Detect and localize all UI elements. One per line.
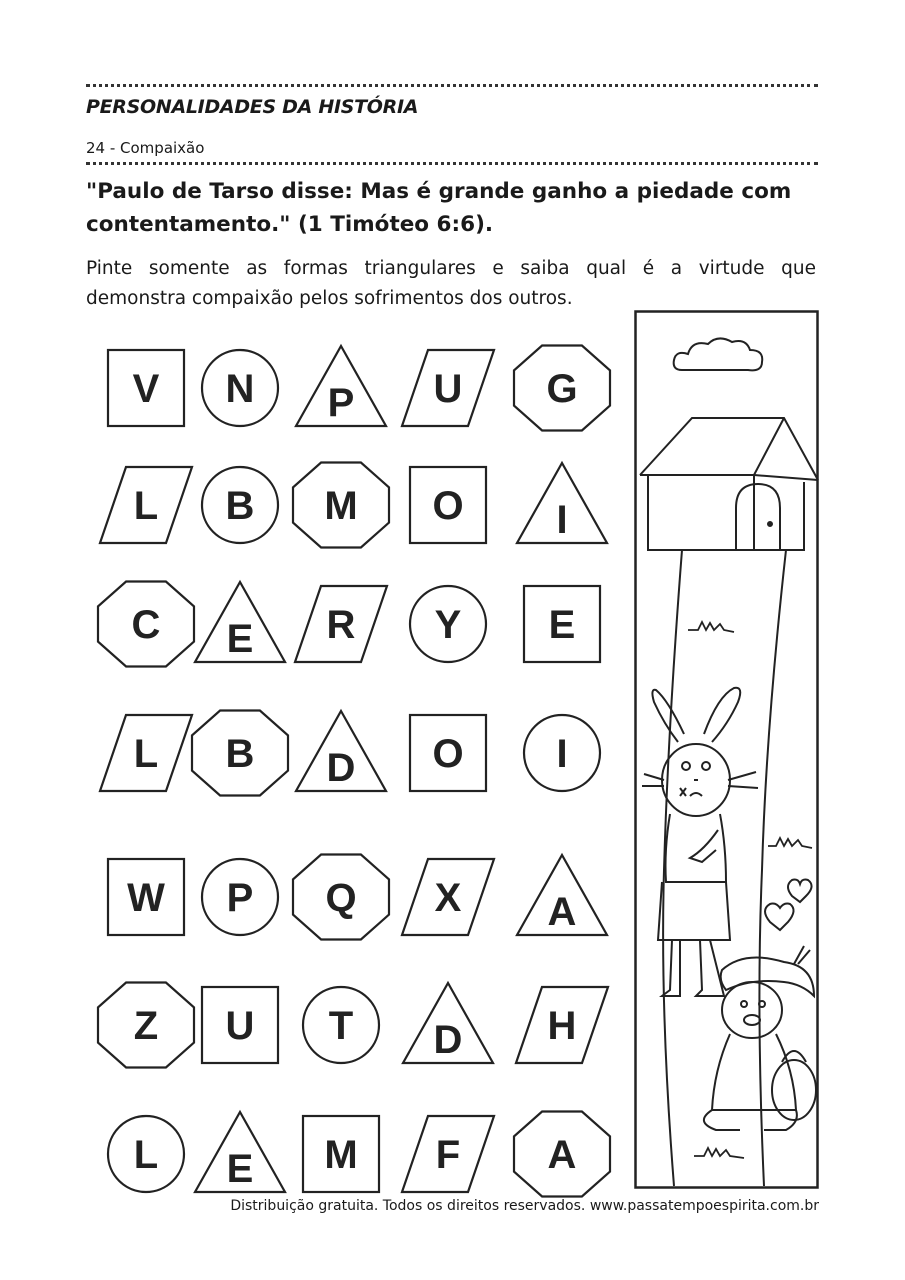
quote-line-1: "Paulo de Tarso disse: Mas é grande ganho a piedade com — [86, 179, 792, 204]
shape-letter: R — [326, 603, 356, 647]
shape-letter: T — [328, 1004, 354, 1048]
shape-square-w[interactable] — [108, 859, 184, 935]
shape-letter: D — [326, 746, 356, 790]
shape-letter: B — [225, 484, 255, 528]
shape-letter: L — [133, 1133, 159, 1177]
grass-icon — [688, 622, 812, 1158]
shape-parallelogram-x[interactable] — [402, 859, 494, 935]
heart-icon — [765, 880, 812, 931]
shape-letter: M — [324, 484, 358, 528]
shape-letter: I — [556, 498, 568, 542]
shape-circle-t[interactable] — [303, 987, 379, 1063]
shape-square-u[interactable] — [202, 987, 278, 1063]
shape-octagon-c[interactable] — [98, 582, 194, 667]
house-icon — [640, 418, 818, 550]
footer-credit: Distribuição gratuita. Todos os direitos reservados. www.passatempoespirita.com.br — [230, 1198, 819, 1214]
shape-letter: I — [556, 732, 568, 776]
shape-letter: M — [324, 1133, 358, 1177]
shape-octagon-q[interactable] — [293, 855, 389, 940]
shape-letter: L — [133, 732, 159, 776]
shape-letter: U — [225, 1004, 255, 1048]
shape-letter: P — [226, 876, 254, 920]
shape-letter: X — [434, 876, 462, 920]
shape-letter: L — [133, 484, 159, 528]
shape-triangle-d[interactable] — [296, 711, 386, 791]
shape-circle-p[interactable] — [202, 859, 278, 935]
shape-circle-n[interactable] — [202, 350, 278, 426]
shape-letter: P — [327, 381, 355, 425]
shape-parallelogram-l[interactable] — [100, 467, 192, 543]
shape-triangle-d[interactable] — [403, 983, 493, 1063]
shape-letter: F — [435, 1133, 461, 1177]
shape-letter: W — [127, 876, 165, 920]
shape-letter: C — [131, 603, 161, 647]
shape-octagon-b[interactable] — [192, 711, 288, 796]
shape-letter: Z — [133, 1004, 159, 1048]
path-icon — [663, 550, 786, 1186]
shape-triangle-p[interactable] — [296, 346, 386, 426]
shape-parallelogram-l[interactable] — [100, 715, 192, 791]
shape-parallelogram-f[interactable] — [402, 1116, 494, 1192]
shape-letter: G — [546, 367, 578, 411]
cloud-icon — [674, 338, 763, 370]
shape-square-e[interactable] — [524, 586, 600, 662]
series-title: PERSONALIDADES DA HISTÓRIA — [86, 96, 419, 118]
shape-triangle-i[interactable] — [517, 463, 607, 543]
shape-circle-i[interactable] — [524, 715, 600, 791]
shape-letter: N — [225, 367, 255, 411]
instructions-line-2: demonstra compaixão pelos sofrimentos dos outros. — [86, 288, 573, 309]
shape-letter: Y — [434, 603, 462, 647]
shape-letter: A — [547, 1133, 577, 1177]
shape-letter: O — [432, 484, 464, 528]
shape-octagon-z[interactable] — [98, 983, 194, 1068]
shape-triangle-a[interactable] — [517, 855, 607, 935]
shape-octagon-m[interactable] — [293, 463, 389, 548]
shape-letter: O — [432, 732, 464, 776]
rabbit-icon — [642, 688, 758, 996]
shape-octagon-g[interactable] — [514, 346, 610, 431]
shape-letter: D — [433, 1018, 463, 1062]
shape-letter: H — [547, 1004, 577, 1048]
shape-square-m[interactable] — [303, 1116, 379, 1192]
shape-triangle-e[interactable] — [195, 582, 285, 662]
illustration-panel — [634, 310, 820, 1190]
shape-parallelogram-h[interactable] — [516, 987, 608, 1063]
shape-letter: B — [225, 732, 255, 776]
shape-triangle-e[interactable] — [195, 1112, 285, 1192]
shape-square-o[interactable] — [410, 467, 486, 543]
shape-parallelogram-u[interactable] — [402, 350, 494, 426]
lesson-label: 24 - Compaixão — [86, 139, 205, 157]
instructions-line-1: Pinte somente as formas triangulares e saiba qual é a virtude que — [86, 258, 816, 279]
shape-circle-b[interactable] — [202, 467, 278, 543]
shape-letter: E — [548, 603, 576, 647]
shape-square-o[interactable] — [410, 715, 486, 791]
shape-octagon-a[interactable] — [514, 1112, 610, 1197]
shape-letter: U — [433, 367, 463, 411]
shape-letter: V — [132, 367, 160, 411]
shape-parallelogram-r[interactable] — [295, 586, 387, 662]
shape-letter: A — [547, 890, 577, 934]
quote-line-2: contentamento." (1 Timóteo 6:6). — [86, 212, 494, 237]
shape-square-v[interactable] — [108, 350, 184, 426]
shape-letter: E — [226, 617, 254, 661]
shape-letter: Q — [325, 876, 357, 920]
shape-letter: E — [226, 1147, 254, 1191]
shape-circle-y[interactable] — [410, 586, 486, 662]
shape-circle-l[interactable] — [108, 1116, 184, 1192]
